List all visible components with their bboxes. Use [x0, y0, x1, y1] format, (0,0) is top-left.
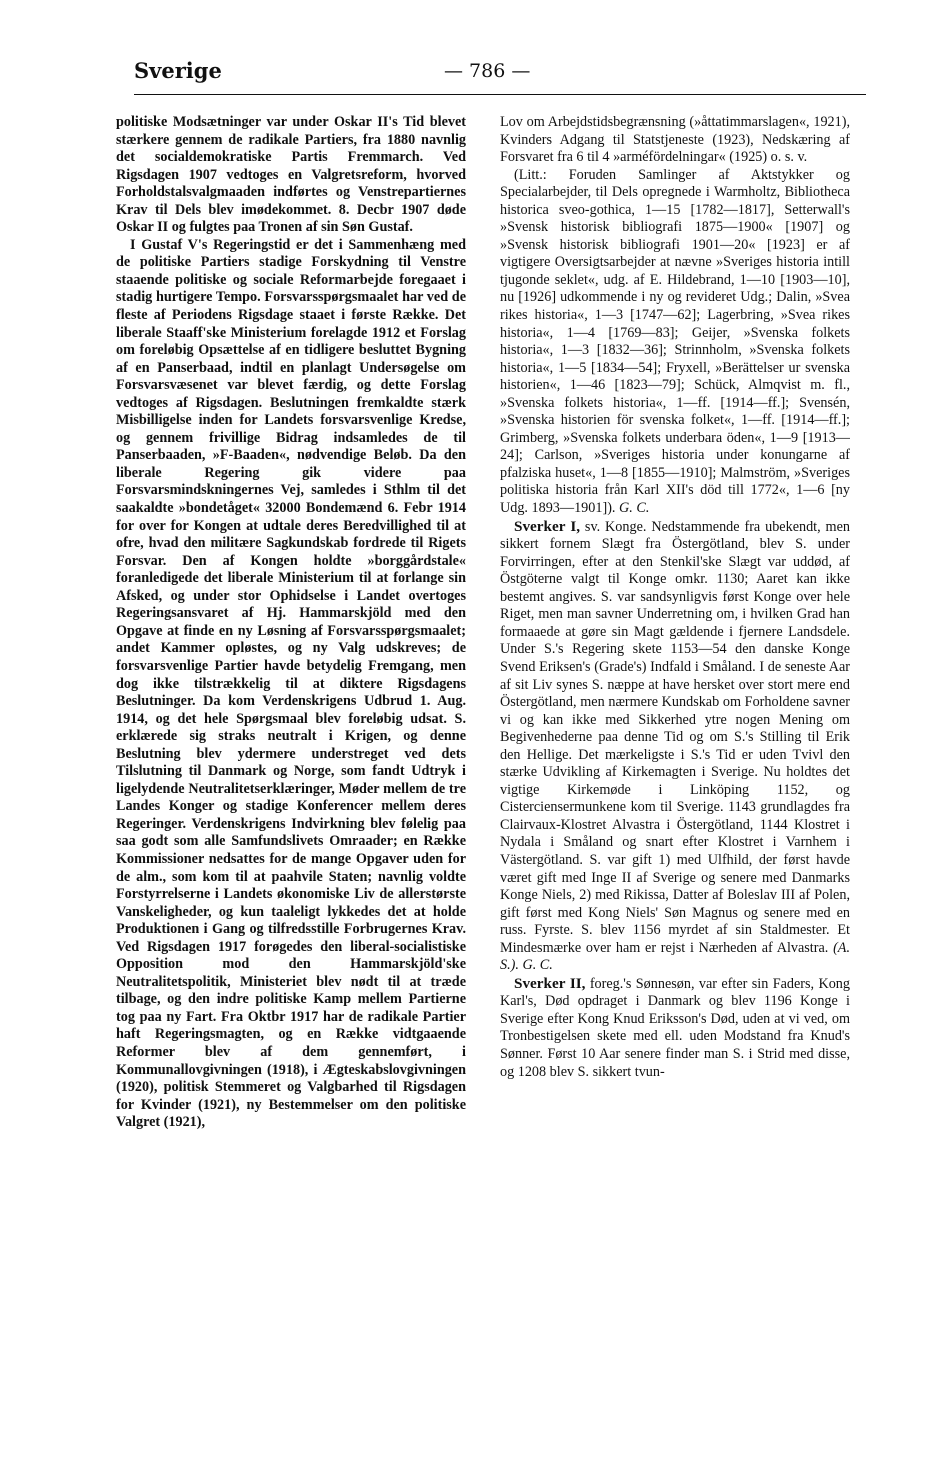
- paragraph-oskar-ii: politiske Modsætninger var under Oskar II's Tid blevet stærkere gennem de radikale Partiers, fra 1880 navnlig det socialdemokratiske Partis Fremmarch. Ved Rigsdagen 1907 vedtoges en Valgretsreform, hvorved Forholdstalsvalgmaaden indførtes og Venstrepartiernes Krav til Dels blev imødekommet. 8. Decbr 1907 døde Oskar II og fulgtes paa Tronen af sin Søn Gustaf.: [116, 114, 466, 236]
- entry-text-sverker-i: sv. Konge. Nedstammende fra ubekendt, men sikkert fornem Slægt fra Östergötland, blev S. under Forvirringen, efter at den Stenkil'ske Slægt var uddød, af Östgöterne valgt til Konge omkr. 1130; Aaret kan ikke bestemt angives. S. var sandsynligvis først Konge over hele Riget, men man savner Underretning om, i hvilken Grad han formaaede at gøre sin Magt gældende i fjernere Landsdele. Under S.'s Regering skete 1153—54 den danske Konge Svend Eriksen's (Grade's) Indfald i Småland. I de seneste Aar af sit Liv synes S. næppe at have hersket over stort mere end Östergötland, men nærmere Kundskab om Forholdene savner vi og kan ikke med Sikkerhed ytre nogen Mening om Begivenhederne paa denne Tid og om S.'s Stilling til Erik den Hellige. Det mærkeligste i S.'s Tid er uden Tvivl den stærke Udvikling af Kirkemagten i Sverige. Nu holdtes det vigtige Kirkemøde i Linköping 1152, og Cisterciensermunkene kom til Sverige. 1143 grundlagdes fra Clairvaux-Klostret Alvastra i Östergötland, 1144 Klostret i Nydala i Småland og snart efter Klostret i Varnhem i Västergötland. S. var gift 1) med Ulfhild, der først havde været gift med Inge II af Sverige og senere med Danmarks Konge Niels, 2) med Rikissa, Datter af Boleslav III af Polen, gift først med Kong Niels' Søn Magnus og senere med en russ. Fyrste. S. blev 1156 myrdet af sin Staldmester. Et Mindesmærke over ham er rejst i Nærheden af Alvastra.: [500, 518, 850, 956]
- entry-signature-sverker-i: (A. S.). G. C.: [500, 939, 850, 974]
- entry-heading-sverker-i: Sverker I,: [514, 517, 581, 535]
- entry-sverker-ii: [500, 975, 850, 1081]
- left-column: [116, 114, 466, 1132]
- literature-signature: G. C.: [619, 500, 650, 517]
- header-rule: [134, 94, 866, 95]
- paragraph-gustaf-v: I Gustaf V's Regeringstid er det i Sammenhæng med de politiske Partiers stadige Forskydning til Venstre staaende politiske og sociale Reformarbejde foregaaet i stadig hurtigere Tempo. Forsvarsspørgsmaalet har ved de fleste af Periodens Rigsdage staaet i første Række. Det liberale Staaff'ske Ministerium forelagde 1912 et Forslag om foreløbig Opsættelse af en tidligere besluttet Bygning af en Panserbaad, indtil en planlagt Undersøgelse om Forsvarsvæsenet var blevet færdig, og dette Forslag vedtoges af Rigsdagen. Beslutningen fremkaldte stærk Misbilligelse inden for Landets forsvarsvenlige Kredse, og gennem frivillige Bidrag indsamledes de til Panserbaaden, »F-Baaden«, nødvendige Beløb. Da den liberale Regering gik videre paa Forsvarsmindskningernes Vej, samledes i Sthlm til det saakaldte »bondetåget« 32000 Bondemænd 6. Febr 1914 for over for Kongen at udtale deres Beredvillighed til at ofre, hvad den militære Sagkundskab fordrede til Rigets Forsvar. Den af Kongen holdte »borggårdstale« foranledigede det liberale Ministerium til at forlange sin Afsked, og under stor Ophidselse i Landet overtoges Regeringsansvaret af Hj. Hammarskjöld med den Opgave at finde en ny Løsning af Forsvarsspørgsmaalet; andet Kammer opløstes, og ny Valg udskreves; de forsvarsvenlige Partier havde betydelig Fremgang, men dog ikke tilstrækkelig til at diktere Rigsdagens Beslutninger. Da kom Verdenskrigens Udbrud 1. Aug. 1914, og det hele Spørgsmaal blev foreløbig udsat. S. erklærede sig straks neutralt i Krigen, og denne Beslutning blev ydermere understreget ved dets Tilslutning til Danmark og Norge, som fandt Udtryk i ligelydende Neutralitetserklæringer, Møder mellem de tre Landes Konger og stadige Konferencer mellem deres Regeringer. Verdenskrigens Indvirkning blev følelig paa saa godt som alle Samfundslivets Omraader; en Række Kommissioner nedsattes for de mange Opgaver uden for de alm., som kom til at paahvile Staten; navnlig voldte Forstyrrelserne i Landets økonomiske Liv de allerstørste Vanskeligheder, og kun taaleligt lykkedes det at holde Produktionen i Gang og tilfredsstille Forbrugernes Krav. Ved Rigsdagen 1917 forøgedes den liberal-socialistiske Opposition mod den Hammarskjöld'ske Neutralitetspolitik, Ministeriet blev nødt til at træde tilbage, og den indre politiske Kamp mellem Partierne tog paa ny Fart. Fra Oktbr 1917 har de radikale Partier haft Regeringsmagten, og en Række vidtgaaende Reformer blev af dem gennemført, i Kommunallovgivningen (1918), i Ægteskabslovgivningen (1920), politisk Stemmeret og Valgbarhed til Rigsdagen for Kvinder (1921), ny Bestemmelser om den politiske Valgret (1921),: [116, 236, 466, 1131]
- right-column: [500, 114, 850, 1081]
- literature-text: : Foruden Samlinger af Aktstykker og Specialarbejder, til Dels opregnede i Warmholtz, Bibliotheca historica sveo-gothica, 1—15 [1782—1817], Setterwall's »Svensk historisk bibliografi 1875—1900« [1907] og »Svensk historisk bibliografi 1901—20« [1923] er af vigtigere Oversigtsarbejder at nævne »Sveriges historia intill tjugonde seklet«, udg. af E. Hildebrand, 1—10 [1903—10], nu [1926] udkommende i ny og revideret Udg.; Dalin, »Svea rikes historia«, 1—3 [1747—62]; Lagerbring, »Svea rikes historia«, 1—4 [1769—83]; Geijer, »Svenska folkets historia«, 1—3 [1832—36]; Strinnholm, »Svenska folkets historia«, 1—5 [1834—54]; Fryxell, »Berättelser ur svenska historien«, 1—46 [1823—79]; Schück, Almqvist m. fl., »Svenska folkets historia«, 1—ff. [1914—ff.]; Svensén, »Svenska historien för svenska folket«, 1—ff. [1914—ff.]; Grimberg, »Svenska folkets underbara öden«, 1—9 [1913—24]; Carlson, »Sveriges historia under konungarne af pfalziska huset«, 1—8 [1855—1910]; Malmström, »Sveriges politiska historia från Karl XII's död till 1772«, 1—6 [ny Udg. 1893—1901]).: [500, 166, 850, 517]
- entry-sverker-i: [500, 518, 850, 975]
- running-title: Sverige: [134, 58, 222, 83]
- entry-text-sverker-ii: foreg.'s Sønnesøn, var efter sin Faders, Kong Karl's, Død opdraget i Danmark og blev 1196 Konge i Sverige efter Kong Knud Eriksson's Død, uden at vi ved, om Tronbestigelsen skete med ell. uden Modstand fra Knud's Sønner. Først 10 Aar senere finder man S. i Strid med disse, og 1208 blev S. sikkert tvun-: [500, 975, 850, 1080]
- literature-paragraph: (Litt.: Foruden Samlinger af Aktstykker og Specialarbejder, til Dels opregnede i Warmholtz, Bibliotheca historica sveo-gothica, 1—15 [1782—1817], Setterwall's »Svensk historisk bibliografi 1875—1900« [1907] og »Svensk historisk bibliografi 1901—20« [1923] er af vigtigere Oversigtsarbejder at nævne »Sveriges historia intill tjugonde seklet«, udg. af E. Hildebrand, 1—10 [1903—10], nu [1926] udkommende i ny og revideret Udg.; Dalin, »Svea rikes historia«, 1—3 [1747—62]; Lagerbring, »Svea rikes historia«, 1—4 [1769—83]; Geijer, »Svenska folkets historia«, 1—3 [1832—36]; Strinnholm, »Svenska folkets historia«, 1—5 [1834—54]; Fryxell, »Berättelser ur svenska historien«, 1—46 [1823—79]; Schück, Almqvist m. fl., »Svenska folkets historia«, 1—ff. [1914—ff.]; Svensén, »Svenska historien för svenska folket«, 1—ff. [1914—ff.]; Grimberg, »Svenska folkets underbara öden«, 1—9 [1913—24]; Carlson, »Sveriges historia under konungarne af pfalziska huset«, 1—8 [1855—1910]; Malmström, »Sveriges politiska historia från Karl XII's död till 1772«, 1—6 [ny Udg. 1893—1901]). G. C.: [500, 166, 850, 517]
- page-number: — 786 —: [444, 60, 531, 82]
- entry-heading-sverker-ii: Sverker II,: [514, 974, 586, 992]
- literature-label: Litt.: [518, 166, 543, 183]
- paragraph-laws: Lov om Arbejdstidsbegrænsning (»åttatimmarslagen«, 1921), Kvinders Adgang til Statstjeneste (1923), Nedskæring af Forsvaret fra 6 til 4 »arméfördelningar« (1925) o. s. v.: [500, 114, 850, 166]
- page-header: [134, 58, 866, 90]
